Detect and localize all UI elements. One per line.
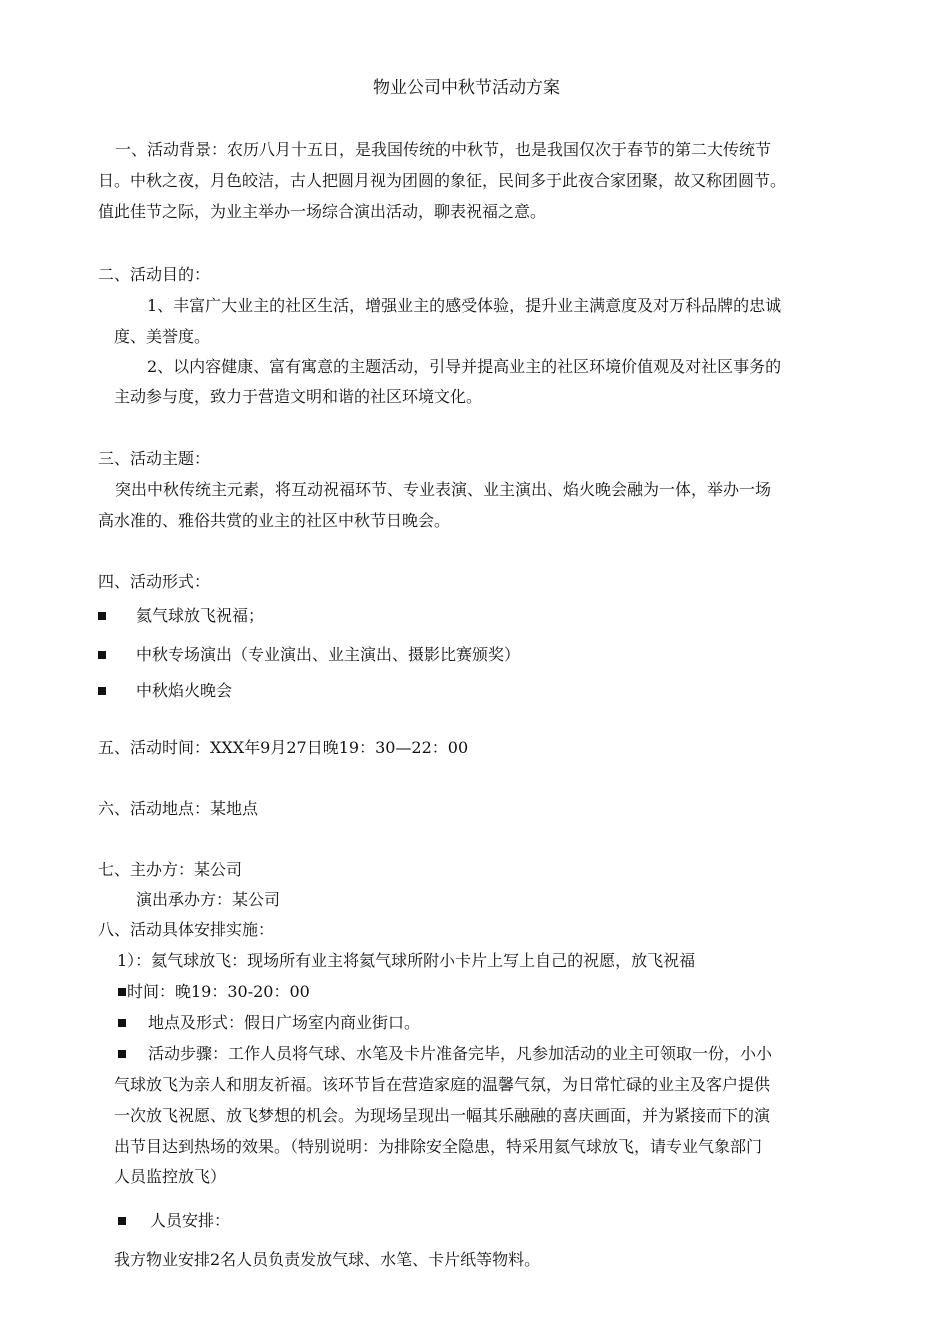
bullet-icon [98, 612, 106, 620]
step-1-place: 地点及形式：假日广场室内商业街口。 [148, 1013, 421, 1032]
activity-location: 六、活动地点：某地点 [98, 799, 259, 818]
step-1-procedure-line-1: 活动步骤：工作人员将气球、水笔及卡片准备完毕，凡参加活动的业主可领取一份，小小 [148, 1044, 773, 1063]
format-heading: 四、活动形式： [98, 572, 211, 591]
background-line-1: 一、活动背景：农历八月十五日，是我国传统的中秋节，也是我国仅次于春节的第二大传统节 [115, 140, 772, 159]
bullet-icon [98, 687, 106, 695]
step-1-procedure-line-3: 一次放飞祝愿、放飞梦想的机会。为现场呈现出一幅其乐融融的喜庆画面，并为紧接而下的演 [114, 1106, 771, 1125]
purpose-item-2-line-2: 主动参与度，致力于营造文明和谐的社区环境文化。 [114, 387, 483, 406]
format-item-1: 氦气球放飞祝福； [136, 606, 265, 625]
purpose-item-1-line-2: 度、美誉度。 [114, 327, 211, 346]
step-1-time: 时间：晚19：30-20：00 [127, 982, 310, 1001]
bullet-icon [98, 651, 106, 659]
arrangement-step-1: 1）：氦气球放飞：现场所有业主将氦气球所附小卡片上写上自己的祝愿，放飞祝福 [117, 951, 696, 970]
purpose-item-1-line-1: 1、丰富广大业主的社区生活，增强业主的感受体验，提升业主满意度及对万科品牌的忠诚 [147, 296, 782, 315]
bullet-icon [118, 1217, 126, 1225]
arrangement-heading: 八、活动具体安排实施： [98, 920, 275, 939]
activity-time: 五、活动时间：XXX年9月27日晚19：30—22：00 [98, 738, 469, 757]
purpose-item-2-line-1: 2、以内容健康、富有寓意的主题活动，引导并提高业主的社区环境价值观及对社区事务的 [147, 357, 782, 376]
background-line-3: 值此佳节之际，为业主举办一场综合演出活动，聊表祝福之意。 [98, 202, 547, 221]
step-1-procedure-line-2: 气球放飞为亲人和朋友祈福。该环节旨在营造家庭的温馨气氛，为日常忙碌的业主及客户提供 [114, 1075, 771, 1094]
step-1-procedure-line-4: 出节目达到热场的效果。（特别说明：为排除安全隐患，特采用氦气球放飞，请专业气象部门 [114, 1137, 763, 1156]
theme-line-1: 突出中秋传统主元素，将互动祝福环节、专业表演、业主演出、焰火晚会融为一体，举办一场 [115, 480, 772, 499]
format-item-2: 中秋专场演出（专业演出、业主演出、摄影比赛颁奖） [136, 645, 521, 664]
bullet-icon [118, 1050, 126, 1058]
theme-heading: 三、活动主题： [98, 449, 211, 468]
background-line-2: 日。中秋之夜，月色皎洁，古人把圆月视为团圆的象征，民间多于此夜合家团聚，故又称团圆节。 [98, 171, 787, 190]
bullet-icon [118, 1019, 126, 1027]
document-title: 物业公司中秋节活动方案 [373, 78, 560, 98]
bullet-icon [118, 988, 126, 996]
staff-text: 我方物业安排2名人员负责发放气球、水笔、卡片纸等物料。 [114, 1250, 541, 1269]
host-line: 七、主办方：某公司 [98, 860, 243, 879]
step-1-procedure-line-5: 人员监控放飞） [114, 1167, 227, 1186]
organizer-line: 演出承办方：某公司 [136, 890, 281, 909]
theme-line-2: 高水准的、雅俗共赏的业主的社区中秋节日晚会。 [98, 511, 451, 530]
purpose-heading: 二、活动目的： [98, 265, 211, 284]
staff-heading: 人员安排： [150, 1211, 231, 1230]
format-item-3: 中秋焰火晚会 [136, 681, 233, 700]
